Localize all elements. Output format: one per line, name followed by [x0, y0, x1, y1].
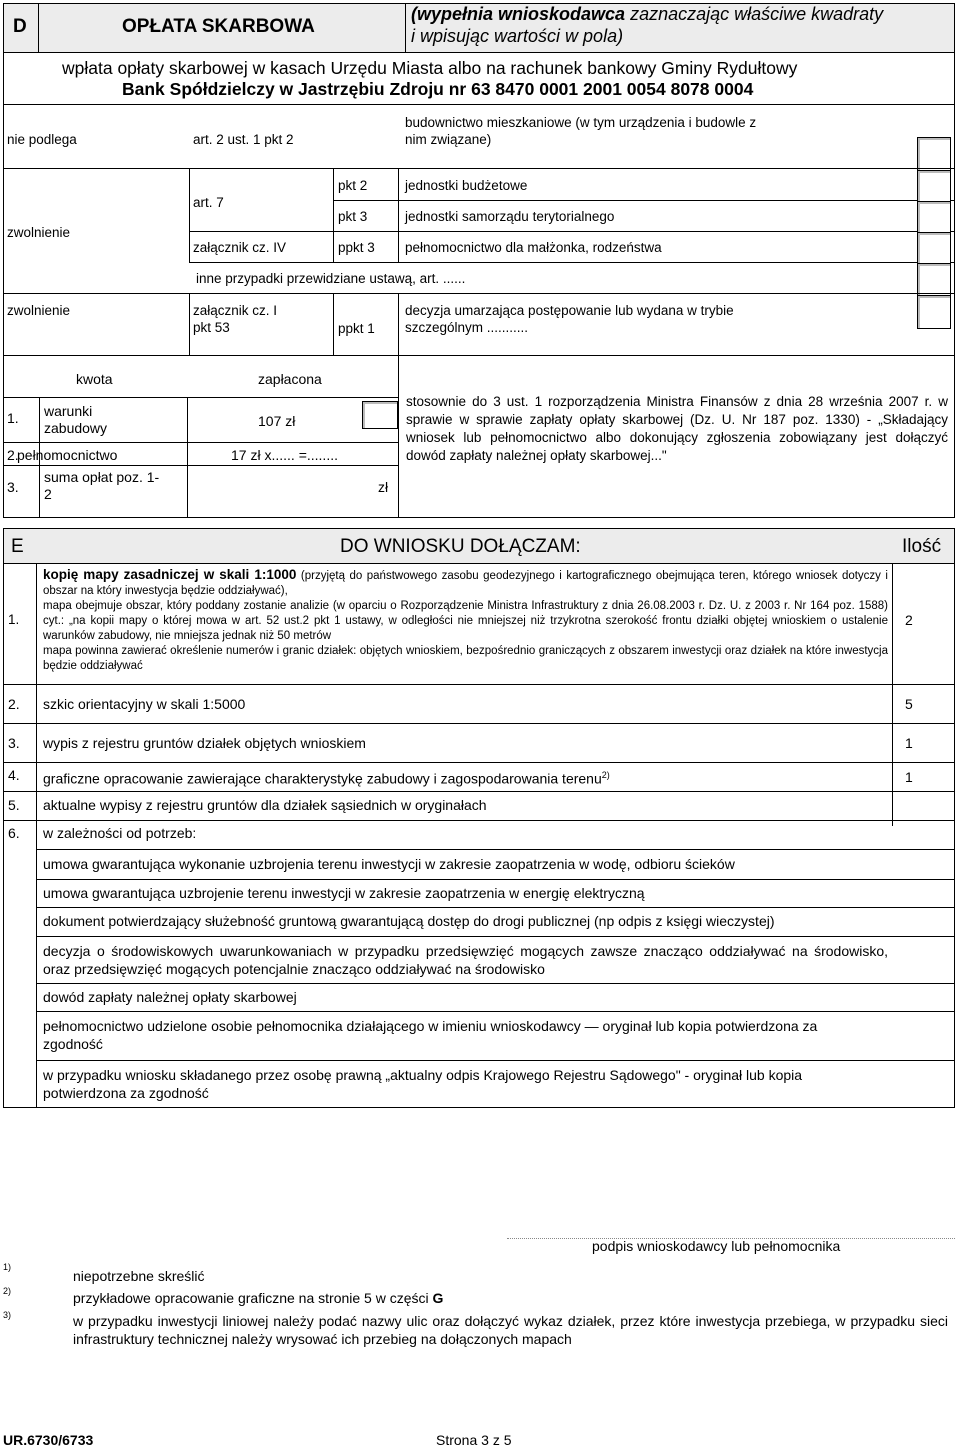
not-subject-desc: budownictwo mieszkaniowe (w tym urządzenia i budowle z nim związane)	[405, 115, 757, 147]
item1-qty: 2	[905, 612, 913, 628]
divider	[187, 397, 188, 518]
section-d-note-line2: i wpisując wartości w pola)	[411, 26, 624, 46]
signature-label: podpis wnioskodawcy lub pełnomocnika	[592, 1238, 841, 1254]
divider	[3, 820, 955, 821]
item6-num: 6.	[8, 825, 20, 841]
item1-line1: (przyjętą do państwowego zasobu geodezyjnego i kartograficznego obejmująca teren, którego wniosek dotyczy i obszar na który inwestycja będzie oddziaływać),	[43, 570, 888, 597]
divider	[36, 564, 37, 1108]
divider	[3, 168, 955, 169]
subitem-power-of-attorney: pełnomocnictwo udzielone osobie pełnomocnika działającego w imieniu wnioskodawcy — oryginał lub kopia potwierdzona za zgodność	[43, 1018, 818, 1052]
fee-row2-label: pełnomocnictwo	[17, 447, 118, 463]
footnote3-mark: 3)	[3, 1310, 12, 1320]
item5-text: aktualne wypisy z rejestru gruntów dla działek sąsiednich w oryginałach	[43, 797, 487, 813]
item1-line3: mapa powinna zawierać określenie numerów i granic działek: objętych wnioskiem, bezpośrednio graniczących z obszarem inwestycji oraz działek na które inwestycja będzie oddziaływać	[43, 645, 888, 672]
divider	[3, 397, 398, 398]
divider	[36, 1060, 955, 1061]
exemption1-pkt2: pkt 2	[338, 178, 368, 193]
divider	[3, 442, 398, 443]
not-subject-article: art. 2 ust. 1 pkt 2	[193, 132, 294, 147]
item2-num: 2.	[8, 696, 20, 712]
divider	[3, 762, 955, 763]
divider	[36, 907, 955, 908]
divider	[189, 231, 955, 232]
exemption-budget-units-checkbox[interactable]	[917, 170, 951, 204]
divider	[36, 983, 955, 984]
divider	[333, 168, 334, 263]
section-e-title: DO WNIOSKU DOŁĄCZAM:	[340, 536, 581, 557]
divider	[3, 293, 955, 294]
item4-qty: 1	[905, 769, 913, 785]
footnote2-text	[73, 1290, 443, 1307]
item4-text	[43, 767, 610, 788]
exemption1-pkt3: pkt 3	[338, 209, 368, 224]
section-d-note	[411, 4, 883, 25]
divider	[36, 936, 955, 937]
item3-qty: 1	[905, 735, 913, 751]
fees-legal-note: stosownie do 3 ust. 1 rozporządzenia Ministra Finansów z dnia 28 września 2007 r. w sprawie w sprawie zapłaty opłaty skarbowej (Dz. U. Nr 187 poz. 1330) - „Składający wniosek lub pełnomocnictwo albo dokonujący zgłoszenia zobowiązany jest dołączyć dowód zapłaty należnej opłaty skarbowej..."	[406, 394, 948, 463]
footnote3-text: w przypadku inwestycji liniowej należy podać nazwy ulic oraz dołączyć wykaz działek, przez które inwestycja przebiega, w przypadku sieci infrastruktury technicznej należy wrysować ich przebieg na dołączonych mapach	[73, 1313, 948, 1347]
divider	[36, 849, 955, 850]
item3-text: wypis z rejestru gruntów działek objętych wnioskiem	[43, 735, 366, 751]
item4-num: 4.	[8, 767, 20, 783]
section-d-note-bold: (wypełnia wnioskodawca	[411, 4, 626, 24]
footer-page: Strona 3 z 5	[436, 1432, 512, 1448]
divider	[3, 104, 955, 105]
subitem-environment: decyzja o środowiskowych uwarunkowaniach w przypadku przedsięwzięć mogących zawsze znacząco oddziaływać na środowisko, oraz przedsięwzięć mogących potencjalnie znacząco oddziaływać na środowisko	[43, 943, 888, 977]
fee-row2-value[interactable]: 17 zł x...... =........	[231, 447, 338, 463]
fee-row3-value[interactable]: zł	[378, 479, 389, 495]
item3-num: 3.	[8, 735, 20, 751]
footnote2-label: przykładowe opracowanie graficzne na stronie 5 w części	[73, 1290, 433, 1306]
exemption1-attachment: załącznik cz. IV	[193, 240, 287, 255]
exemption2-attachment: załącznik cz. I pkt 53	[193, 303, 278, 335]
divider	[333, 200, 955, 201]
subitem-fee-proof: dowód zapłaty należnej opłaty skarbowej	[43, 989, 297, 1005]
fee-row1-value: 107 zł	[258, 413, 296, 429]
not-subject-checkbox[interactable]	[917, 137, 951, 171]
item5-num: 5.	[8, 797, 20, 813]
not-subject-label: nie podlega	[7, 132, 77, 147]
footnote1-text: niepotrzebne skreślić	[73, 1268, 205, 1284]
item2-text: szkic orientacyjny w skali 1:5000	[43, 696, 246, 712]
fee-row2-num: 2.	[7, 447, 19, 463]
subitem-krs: w przypadku wniosku składanego przez osobę prawną „aktualny odpis Krajowego Rejestru Sądowego" - oryginał lub kopia potwierdzona za zgodność	[43, 1067, 803, 1101]
footnote1-mark: 1)	[3, 1262, 12, 1272]
divider	[398, 168, 399, 263]
item1-line2: mapa obejmuje obszar, który poddany zostanie analizie (w oparciu o Rozporządzenie Ministra Infrastruktury z dnia 26.08.2003 r. Dz. U. z 2003 r. Nr 164 poz. 1588) cyt.: „na kopii mapy o której mowa w art. 52 ust.2 pkt 1 ustawy, w odległości nie mniejszej niż trzykrotna szerokość frontu działki objętej wnioskiem o ustalenie warunków zabudowy, nie mniejsza jednak niż 50 metrów	[43, 600, 888, 642]
fee-row3-label: suma opłat poz. 1-2	[44, 469, 160, 502]
payment-line2: Bank Spółdzielczy w Jastrzębiu Zdroju nr 63 8470 0001 2001 0054 8078 0004	[122, 79, 754, 99]
divider	[189, 168, 190, 263]
divider	[3, 723, 955, 724]
subitem-easement: dokument potwierdzający służebność gruntową gwarantującą dostęp do drogi publicznej (np odpis z księgi wieczystej)	[43, 913, 775, 929]
fee-row1-label: warunki zabudowy	[44, 403, 108, 436]
exemption1-ppkt3: ppkt 3	[338, 240, 375, 255]
divider	[36, 879, 955, 880]
item1-num: 1.	[8, 612, 20, 627]
exemption2-desc: decyzja umarzająca postępowanie lub wydana w trybie szczególnym ...........	[405, 303, 734, 335]
exemption1-pkt2-desc: jednostki budżetowe	[405, 178, 528, 193]
exemption1-other: inne przypadki przewidziane ustawą, art. ......	[196, 271, 466, 286]
divider	[398, 293, 399, 356]
exemption-other-checkbox[interactable]	[917, 263, 951, 297]
divider	[36, 1011, 955, 1012]
divider	[892, 564, 893, 826]
fees-col-amount: kwota	[76, 371, 113, 387]
item4-sup: 2)	[601, 770, 610, 780]
fee-row1-num: 1.	[7, 410, 19, 426]
exemption1-art: art. 7	[193, 195, 224, 210]
footnote2-mark: 2)	[3, 1286, 12, 1296]
exemption1-ppkt3-desc: pełnomocnictwo dla małżonka, rodzeństwa	[405, 240, 662, 255]
divider	[333, 293, 334, 356]
divider	[3, 465, 398, 466]
divider	[3, 684, 955, 685]
section-d-note-rest: zaznaczając właściwe kwadraty	[625, 4, 884, 24]
exemption1-label: zwolnienie	[7, 225, 71, 240]
item6-text: w zależności od potrzeb:	[43, 825, 197, 841]
exemption1-pkt3-desc: jednostki samorządu terytorialnego	[405, 209, 615, 224]
divider	[189, 293, 190, 356]
section-d-letter: D	[13, 16, 27, 37]
exemption2-ppkt: ppkt 1	[338, 321, 375, 336]
footnote2-bold: G	[432, 1290, 444, 1306]
subitem-water: umowa gwarantująca wykonanie uzbrojenia terenu inwestycji w zakresie zaopatrzenia w wodę, odbioru ścieków	[43, 856, 735, 872]
item2-qty: 5	[905, 696, 913, 712]
exemption2-label: zwolnienie	[7, 303, 71, 318]
section-e-qty-header: Ilość	[902, 536, 942, 557]
item1-text	[43, 567, 888, 674]
divider	[398, 355, 399, 518]
exemption-power-of-attorney-checkbox[interactable]	[917, 232, 951, 266]
section-e-letter: E	[11, 536, 24, 557]
payment-line1: wpłata opłaty skarbowej w kasach Urzędu Miasta albo na rachunek bankowy Gminy Rydułtowy	[62, 58, 798, 78]
subitem-energy: umowa gwarantująca uzbrojenie terenu inwestycji w zakresie zaopatrzenia w energię elektryczną	[43, 885, 645, 901]
fee-row1-checkbox[interactable]	[362, 401, 398, 429]
fees-col-paid: zapłacona	[258, 371, 322, 387]
section-d-title: OPŁATA SKARBOWA	[122, 16, 315, 37]
item4-label: graficzne opracowanie zawierające charakterystykę zabudowy i zagospodarowania terenu	[43, 770, 602, 787]
divider	[3, 791, 955, 792]
exemption-local-government-checkbox[interactable]	[917, 201, 951, 235]
exemption-decision-checkbox[interactable]	[917, 295, 951, 329]
footer-doc-id: UR.6730/6733	[3, 1432, 94, 1448]
fee-row3-num: 3.	[7, 479, 19, 495]
item1-bold: kopię mapy zasadniczej w skali 1:1000	[43, 567, 297, 582]
divider	[189, 262, 955, 263]
